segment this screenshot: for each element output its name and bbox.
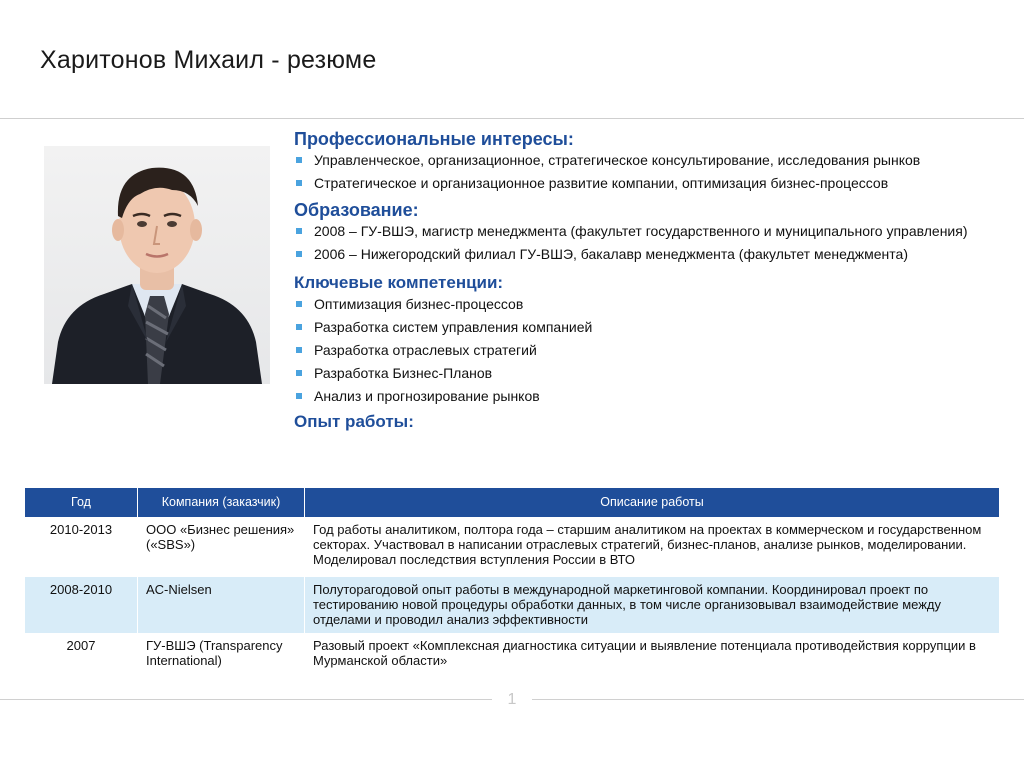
competencies-heading: Ключевые компетенции: [294,273,504,292]
title-divider [0,118,1024,119]
list-item: Управленческое, организационное, стратегическое консультирование, исследования рынков [294,152,1014,168]
column-header-description: Описание работы [305,488,1000,517]
list-item: Разработка систем управления компанией [294,319,1014,335]
list-item: Стратегическое и организационное развитие компании, оптимизация бизнес-процессов [294,175,1014,191]
list-item: 2006 – Нижегородский филиал ГУ-ВШЭ, бакалавр менеджмента (факультет менеджмента) [294,246,1014,262]
cell-company: AC-Nielsen [138,577,305,633]
competencies-section [294,272,1014,404]
page-number: 1 [492,690,532,710]
education-heading: Образование: [294,200,419,220]
education-list [294,223,1014,262]
cell-description: Полуторагодовой опыт работы в международной маркетинговой компании. Координировал проект по тестированию новой процедуры обработки данных, в том числе организовывал взаимодействие между отделами и проводил анализ эффективности [305,577,1000,633]
cell-year: 2008-2010 [25,577,138,633]
column-header-year: Год [25,488,138,517]
cell-company: ООО «Бизнес решения» («SBS») [138,517,305,577]
table-row [25,633,999,675]
education-section [294,199,1014,262]
interests-section [294,128,1014,191]
column-header-company: Компания (заказчик) [138,488,305,517]
interests-list [294,152,1014,191]
competencies-list [294,296,1014,404]
table-row [25,577,999,633]
list-item: Оптимизация бизнес-процессов [294,296,1014,312]
cell-company: ГУ-ВШЭ (Transparency International) [138,633,305,675]
cell-description: Год работы аналитиком, полтора года – старшим аналитиком на проектах в коммерческом и государственном секторах. Участвовал в написании отраслевых стратегий, бизнес-планов, анализе рынков, моделировании. Моделировал последствия вступления России в ВТО [313,522,982,567]
list-item: 2008 – ГУ-ВШЭ, магистр менеджмента (факультет государственного и муниципального управления) [294,223,1014,239]
page-title: Харитонов Михаил - резюме [40,46,377,74]
list-item: Разработка отраслевых стратегий [294,342,1014,358]
profile-photo [44,146,270,384]
resume-content [294,128,1014,433]
list-item: Анализ и прогнозирование рынков [294,388,1014,404]
interests-heading: Профессиональные интересы: [294,129,574,149]
experience-section [294,411,1014,433]
cell-year: 2007 [25,633,138,675]
list-item: Разработка Бизнес-Планов [294,365,1014,381]
table-header-row [25,488,999,517]
cell-description: Разовый проект «Комплексная диагностика ситуации и выявление потенциала противодействия коррупции в Мурманской области» [313,638,976,668]
experience-heading: Опыт работы: [294,412,414,431]
table-row [25,517,999,577]
cell-year: 2010-2013 [25,517,138,577]
experience-table [25,488,999,675]
